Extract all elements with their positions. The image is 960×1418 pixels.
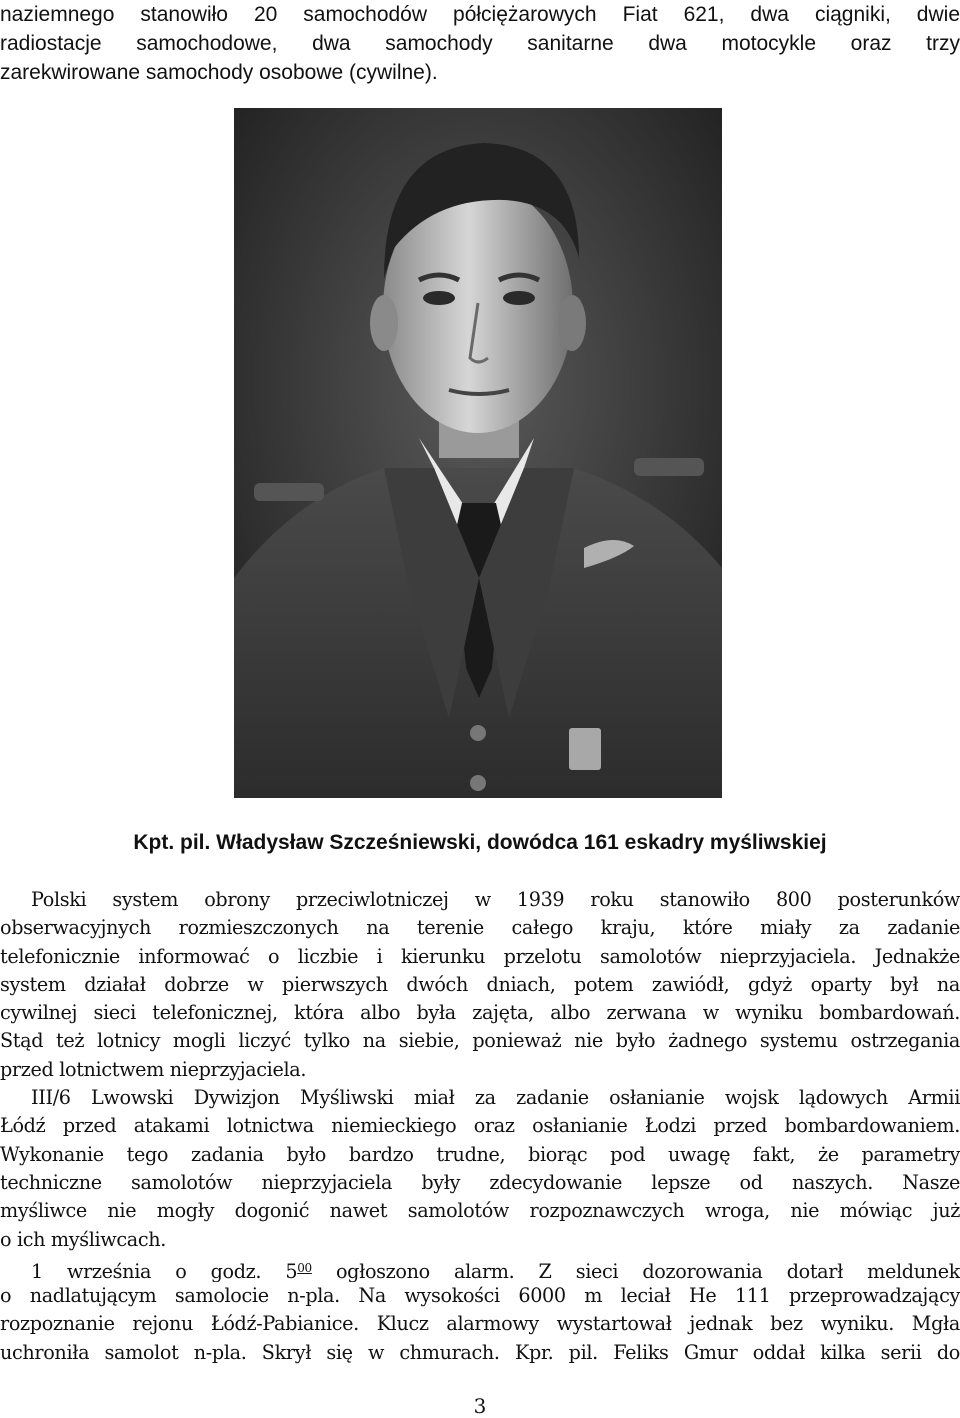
body-line: rozpoznanie rejonu Łódź-Pabianice. Klucz alarmowy wystartował jednak bez wyniku. Mgła [0, 1312, 960, 1336]
body-line: przed lotnictwem nieprzyjaciela. [0, 1057, 307, 1081]
body-line: Wykonanie tego zadania było bardzo trudne, biorąc pod uwagę fakt, że parametry [0, 1142, 960, 1166]
portrait-illustration [234, 108, 722, 798]
body-line: III/6 Lwowski Dywizjon Myśliwski miał za zadanie osłanianie wojsk lądowych Armii [31, 1086, 960, 1110]
body-line: telefonicznie informować o liczbie i kierunku przelotu samolotów nieprzyjaciela. Jednakże [0, 944, 960, 968]
body-line: uchroniła samolot n-pla. Skrył się w chmurach. Kpr. pil. Feliks Gmur oddał kilka serii do [0, 1340, 960, 1364]
intro-line: radiostacje samochodowe, dwa samochody sanitarne dwa motocykle oraz trzy [0, 32, 960, 55]
portrait-photo [234, 108, 722, 798]
body-line: system działał dobrze w pierwszych dwóch dniach, potem zawiódł, gdyż oparty był na [0, 972, 960, 996]
intro-paragraph [0, 0, 960, 87]
body-line-alarm [0, 1254, 960, 1282]
body-text [0, 886, 960, 1367]
body-line: obserwacyjnych rozmieszczonych na terenie całego kraju, które miały za zadanie [0, 916, 960, 940]
body-line: o ich myśliwcach. [0, 1227, 167, 1251]
body-line: cywilnej sieci telefonicznej, która albo była zajęta, albo zerwana w wyniku bombardowań. [0, 1001, 960, 1025]
intro-line: naziemnego stanowiło 20 samochodów półciężarowych Fiat 621, dwa ciągniki, dwie [0, 3, 960, 26]
alarm-text-after: ogłoszono alarm. Z sieci dozorowania dotarł meldunek [311, 1259, 960, 1283]
body-line: techniczne samolotów nieprzyjaciela były zdecydowanie lepsze od naszych. Nasze [0, 1170, 960, 1194]
page-number: 3 [473, 1394, 487, 1418]
time-superscript: 00 [297, 1260, 312, 1275]
body-line: o nadlatującym samolocie n-pla. Na wysokości 6000 m leciał He 111 przeprowadzający [0, 1284, 960, 1308]
body-line: myśliwce nie mogły dogonić nawet samolotów rozpoznawczych wroga, nie mówiąc już [0, 1199, 960, 1223]
photo-caption: Kpt. pil. Władysław Szcześniewski, dowódca 161 eskadry myśliwskiej [133, 831, 827, 854]
body-line: Łódź przed atakami lotnictwa niemieckiego oraz osłanianie Łodzi przed bombardowaniem. [0, 1114, 960, 1138]
body-line: Polski system obrony przeciwlotniczej w 1939 roku stanowiło 800 posterunków [31, 888, 960, 911]
alarm-text-before: 1 września o godz. 5 [31, 1259, 298, 1283]
body-line: Stąd też lotnicy mogli liczyć tylko na siebie, ponieważ nie było żadnego systemu ostrzegania [0, 1029, 960, 1053]
intro-line: zarekwirowane samochody osobowe (cywilne). [0, 61, 438, 84]
